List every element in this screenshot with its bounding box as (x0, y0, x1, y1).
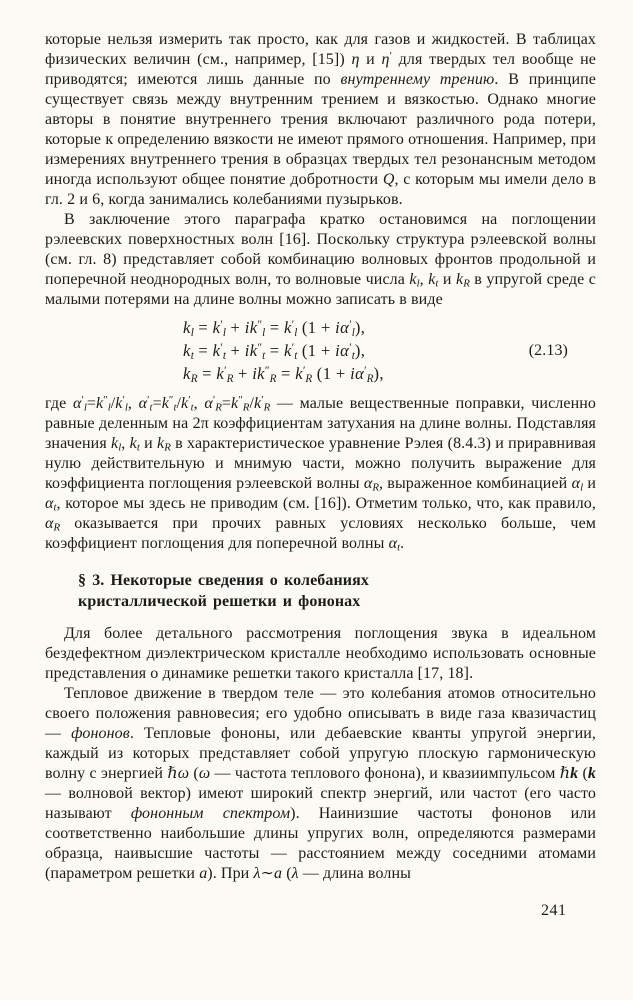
paragraph-lattice-intro: Для более детального рассмотрения поглощения звука в идеальном бездефектном диэлектрическом кристалле необходимо использовать основные представления о динамике решетки такого кристалла [17, 18]. (45, 625, 596, 682)
paragraph-thermal-motion: Тепловое движение в твердом теле — это колебания атомов относительно своего положения равновесия; его удобно описывать в виде газа квазичастиц — фононов. Тепловые фононы, или дебаевские кванты упругой энергии, каждый из которых представляет собой упругую плоскую гармоническую волну с энергией ℏω (ω — частота теплового фонона), и квазиимпульсом ℏk (k — волновой вектор) имеют широкий спектр энергий, или частот (его часто называют фононным спектром). Наинизшие частоты фононов или соответственно наибольшие длины упругих волн, определяются размерами образца, наивысшие частоты — расстоянием между соседними атомами (параметром решетки a). При λ∼a (λ — длина волны (45, 685, 597, 882)
page-number: 241 (541, 902, 567, 919)
equation-line-kl: $k_l = k'_l + ik''_l = k'_l$ $(1 + i\alpha'_l)$, (183, 318, 366, 339)
section-heading-line-2: кристаллической решетки и фононах (78, 592, 361, 610)
equation-line-kr: $k_R = k'_R + ik''_R = k'_R$ $(1 + i\alpha'_R)$, (183, 364, 384, 385)
page-text-block (45, 30, 596, 884)
equation-2-13 (45, 316, 596, 386)
equation-number: (2.13) (528, 342, 568, 359)
equation-line-kt: $k_t = k'_t + ik''_t = k'_t$ $(1 + i\alpha'_t)$, (183, 341, 366, 362)
paragraph-viscosity-continuation: которые нельзя измерить так просто, как для газов и жидкостей. В таблицах физических величин (см., например, [15]) η и η′ для твердых тел вообще не приводятся; имеются лишь данные по внутреннему трению. В принципе существует связь между внутренним трением и вязкостью. Однако многие авторы в понятие внутреннего трения включают различного рода потери, которые к определению вязкости не имеют прямого отношения. Например, при измерениях внутреннего трения в образцах твердых тел резонансным методом иногда используют общее понятие добротности Q, с которым мы имели дело в гл. 2 и 6, когда занимались колебаниями пузырьков. (45, 31, 596, 208)
paragraph-rayleigh-waves: В заключение этого параграфа кратко остановимся на поглощении рэлеевских поверхностных волн [16]. Поскольку структура рэлеевской волны (см. гл. 8) представляет собой комбинацию волновых фронтов продольной и поперечной неоднородных волн, то волновые числа $k_l$, $k_t$ и $k_R$ в упругой среде с малыми потерями на длине волны можно записать в виде (45, 211, 596, 308)
section-heading (78, 571, 596, 612)
section-heading-line-1: § 3. Некоторые сведения о колебаниях (78, 572, 369, 589)
paragraph-where-definitions: где $\alpha'_l=k''_l/k'_l$, $\alpha'_t=k''_t/k'_t$, $\alpha'_R=k''_R/k'_R$ — малые вещественные поправки, численно равные деленным на 2π коэффициентам затухания на длине волны. Подставляя значения $k_l$, $k_t$ и $k_R$ в характеристическое уравнение Рэлея (8.4.3) и приравнивая нулю действительную и мнимую части, можно получить выражение для коэффициента поглощения рэлеевской волны $\alpha_R$, выраженное комбинацией $\alpha_l$ и $\alpha_t$, которое мы здесь не приводим (см. [16]). Отметим только, что, как правило, $\alpha_R$ оказывается при прочих равных условиях несколько больше, чем коэффициент поглощения для поперечной волны $\alpha_t$. (45, 394, 597, 554)
